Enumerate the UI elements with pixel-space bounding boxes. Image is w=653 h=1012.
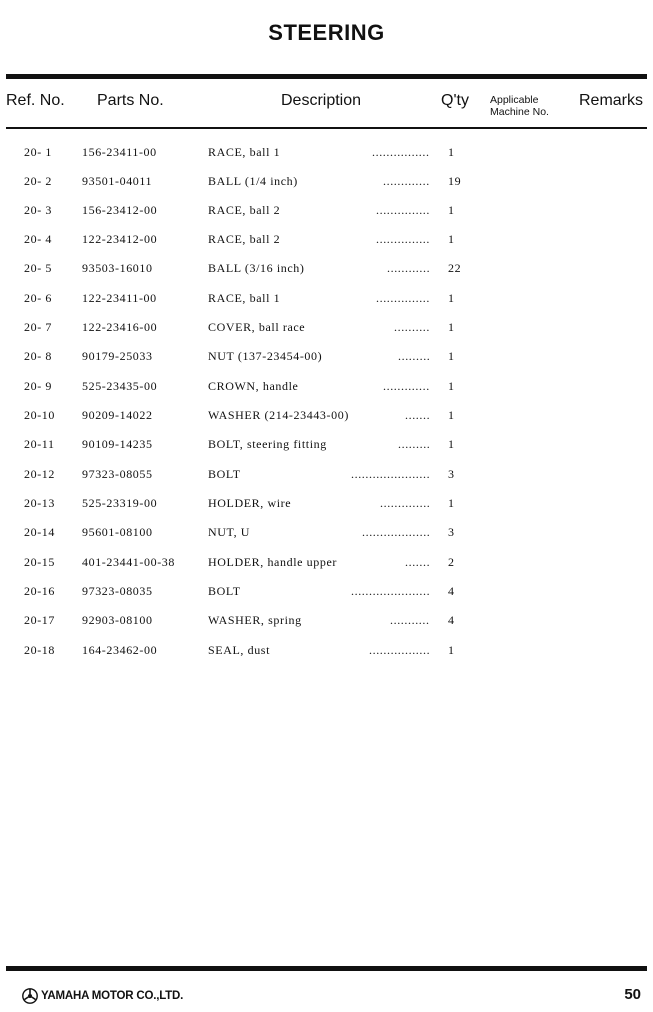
parts-no-cell: 90209-14022: [82, 408, 153, 422]
leader-dots: ............: [387, 261, 431, 275]
qty-cell: 4: [448, 584, 455, 598]
leader-dots: ......................: [351, 467, 431, 481]
ref-no-cell: 20- 1: [24, 145, 52, 159]
table-row: [0, 525, 653, 545]
footer-rule: [6, 966, 647, 971]
parts-no-cell: 164-23462-00: [82, 643, 158, 657]
yamaha-logo-icon: [22, 988, 38, 1004]
header-applicable-line2: Machine No.: [490, 106, 549, 118]
description-cell: RACE, ball 2: [208, 203, 281, 217]
ref-no-cell: 20-14: [24, 525, 55, 539]
ref-no-cell: 20-13: [24, 496, 55, 510]
table-row: [0, 379, 653, 399]
table-row: [0, 496, 653, 516]
leader-dots: ...................: [362, 525, 431, 539]
ref-no-cell: 20- 2: [24, 174, 52, 188]
ref-no-cell: 20- 9: [24, 379, 52, 393]
parts-no-cell: 97323-08055: [82, 467, 153, 481]
description-cell: BOLT: [208, 584, 241, 598]
page-title: STEERING: [268, 20, 385, 45]
description-cell: RACE, ball 2: [208, 232, 281, 246]
parts-no-cell: 93501-04011: [82, 174, 153, 188]
table-row: [0, 174, 653, 194]
company-name: YAMAHA MOTOR CO.,LTD.: [41, 990, 184, 1002]
leader-dots: .......: [405, 555, 431, 569]
page-number: 50: [624, 986, 641, 1003]
qty-cell: 1: [448, 408, 455, 422]
parts-no-cell: 97323-08035: [82, 584, 153, 598]
table-row: [0, 291, 653, 311]
qty-cell: 3: [448, 525, 455, 539]
header-applicable-line1: Applicable: [490, 94, 539, 106]
header-bottom-rule: [6, 127, 647, 129]
ref-no-cell: 20-17: [24, 613, 55, 627]
header-description: Description: [281, 92, 362, 109]
table-row: [0, 643, 653, 663]
leader-dots: ..........: [394, 320, 430, 334]
qty-cell: 1: [448, 291, 455, 305]
ref-no-cell: 20- 4: [24, 232, 52, 246]
leader-dots: ..............: [380, 496, 431, 510]
leader-dots: ...............: [376, 203, 430, 217]
parts-no-cell: 122-23412-00: [82, 232, 158, 246]
header-qty: Q'ty: [441, 92, 469, 109]
leader-dots: ...............: [376, 232, 430, 246]
description-cell: HOLDER, handle upper: [208, 555, 337, 569]
qty-cell: 1: [448, 320, 455, 334]
leader-dots: ......................: [351, 584, 431, 598]
leader-dots: ...........: [390, 613, 430, 627]
table-row: [0, 232, 653, 252]
leader-dots: .........: [398, 437, 431, 451]
parts-no-cell: 92903-08100: [82, 613, 153, 627]
parts-no-cell: 122-23416-00: [82, 320, 158, 334]
ref-no-cell: 20-15: [24, 555, 55, 569]
qty-cell: 1: [448, 496, 455, 510]
leader-dots: .......: [405, 408, 431, 422]
qty-cell: 1: [448, 349, 455, 363]
parts-no-cell: 156-23411-00: [82, 145, 157, 159]
description-cell: SEAL, dust: [208, 643, 271, 657]
ref-no-cell: 20- 5: [24, 261, 52, 275]
parts-no-cell: 401-23441-00-38: [82, 555, 175, 569]
description-cell: COVER, ball race: [208, 320, 306, 334]
header-parts-no: Parts No.: [97, 92, 164, 109]
table-row: [0, 408, 653, 428]
qty-cell: 1: [448, 145, 455, 159]
table-row: [0, 320, 653, 340]
leader-dots: .............: [383, 174, 430, 188]
company-footer: [22, 988, 183, 1004]
qty-cell: 1: [448, 643, 455, 657]
qty-cell: 19: [448, 174, 462, 188]
table-row: [0, 261, 653, 281]
parts-no-cell: 525-23435-00: [82, 379, 158, 393]
leader-dots: .............: [383, 379, 430, 393]
table-row: [0, 555, 653, 575]
table-row: [0, 467, 653, 487]
ref-no-cell: 20-11: [24, 437, 55, 451]
qty-cell: 1: [448, 232, 455, 246]
table-row: [0, 203, 653, 223]
qty-cell: 1: [448, 437, 455, 451]
description-cell: HOLDER, wire: [208, 496, 292, 510]
table-row: [0, 437, 653, 457]
qty-cell: 1: [448, 203, 455, 217]
ref-no-cell: 20- 8: [24, 349, 52, 363]
table-row: [0, 613, 653, 633]
ref-no-cell: 20- 6: [24, 291, 52, 305]
parts-no-cell: 95601-08100: [82, 525, 153, 539]
parts-no-cell: 525-23319-00: [82, 496, 158, 510]
header-remarks: Remarks: [579, 92, 644, 109]
description-cell: WASHER (214-23443-00): [208, 408, 349, 422]
description-cell: BALL (3/16 inch): [208, 261, 305, 275]
ref-no-cell: 20- 3: [24, 203, 52, 217]
description-cell: NUT (137-23454-00): [208, 349, 323, 363]
header-applicable-machine: [490, 94, 549, 118]
qty-cell: 1: [448, 379, 455, 393]
leader-dots: .........: [398, 349, 431, 363]
table-row: [0, 145, 653, 165]
qty-cell: 3: [448, 467, 455, 481]
description-cell: CROWN, handle: [208, 379, 299, 393]
description-cell: BOLT, steering fitting: [208, 437, 327, 451]
leader-dots: ...............: [376, 291, 430, 305]
ref-no-cell: 20-16: [24, 584, 55, 598]
parts-no-cell: 156-23412-00: [82, 203, 158, 217]
table-row: [0, 584, 653, 604]
description-cell: RACE, ball 1: [208, 145, 281, 159]
qty-cell: 4: [448, 613, 455, 627]
ref-no-cell: 20-12: [24, 467, 55, 481]
parts-no-cell: 122-23411-00: [82, 291, 157, 305]
description-cell: BALL (1/4 inch): [208, 174, 298, 188]
description-cell: WASHER, spring: [208, 613, 302, 627]
parts-no-cell: 93503-16010: [82, 261, 153, 275]
parts-no-cell: 90179-25033: [82, 349, 153, 363]
ref-no-cell: 20-10: [24, 408, 55, 422]
parts-no-cell: 90109-14235: [82, 437, 153, 451]
header-top-rule: [6, 74, 647, 79]
leader-dots: .................: [369, 643, 431, 657]
ref-no-cell: 20-18: [24, 643, 55, 657]
ref-no-cell: 20- 7: [24, 320, 52, 334]
header-ref-no: Ref. No.: [6, 92, 65, 109]
description-cell: NUT, U: [208, 525, 251, 539]
table-row: [0, 349, 653, 369]
leader-dots: ................: [372, 145, 430, 159]
description-cell: BOLT: [208, 467, 241, 481]
description-cell: RACE, ball 1: [208, 291, 281, 305]
qty-cell: 2: [448, 555, 455, 569]
qty-cell: 22: [448, 261, 462, 275]
